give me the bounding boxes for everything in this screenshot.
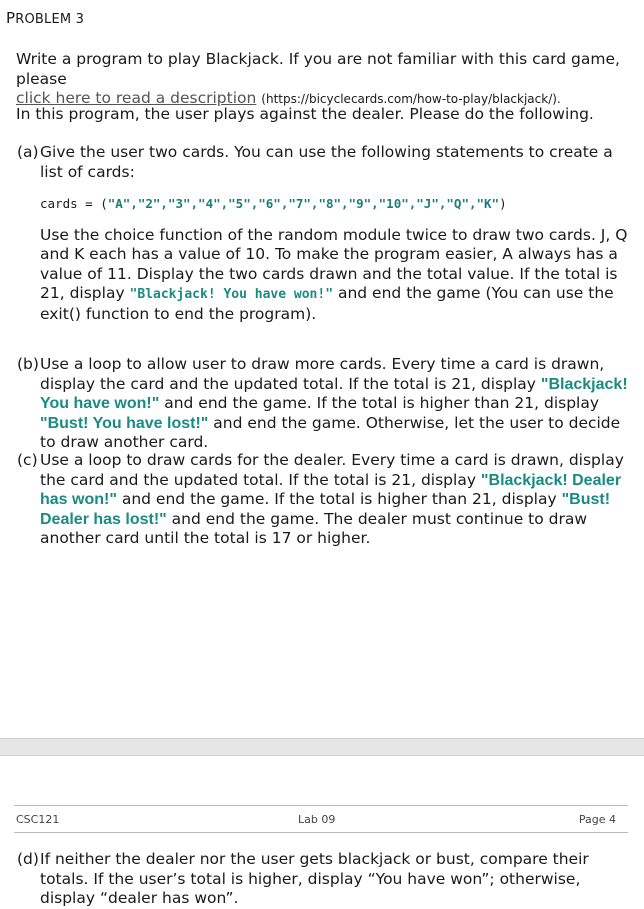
dealer-bust-message: "Bust! Dealer has lost!" <box>40 491 611 528</box>
part-a-text: Give the user two cards. You can use the following statements to create a list of cards: <box>40 143 613 181</box>
footer-page: Page 4 <box>578 813 616 826</box>
description-url: (https://bicyclecards.com/how-to-play/blackjack/). <box>261 92 561 106</box>
footer-course: CSC121 <box>16 813 60 826</box>
part-a-label: (a) <box>17 143 39 161</box>
page-footer <box>14 805 628 833</box>
user-win-message: "Blackjack! You have won!" <box>40 375 628 412</box>
part-c-text: Use a loop to draw cards for the dealer. Every time a card is drawn, display the card and the updated total. If the total is 21, display "Blackjack! Dealer has won!" and end the game. If the total is higher than 21, display "Bust! Dealer has lost!" and end the game. The dealer must continue to draw another card until the total is 17 or higher. <box>40 451 624 547</box>
part-d-label: (d) <box>17 850 39 868</box>
description-link[interactable]: click here to read a description <box>16 89 257 107</box>
part-a-text-2: Use the choice function of the random module twice to draw two cards. J, Q and K each has a value of 10. To make the program easier, A always has a value of 11. Display the two cards drawn and the total value. If the total is 21, display "Blackjack! You have won!" and end the game (You can use the exit() function to end the program). <box>40 225 628 323</box>
footer-lab: Lab 09 <box>298 813 336 826</box>
task-paragraph: In this program, the user plays against the dealer. Please do the following. <box>16 105 594 123</box>
part-d <box>17 850 629 909</box>
part-c <box>17 451 629 549</box>
part-b-text: Use a loop to allow user to draw more cards. Every time a card is drawn, display the card and the updated total. If the total is 21, display "Blackjack! You have won!" and end the game. If the total is higher than 21, display "Bust! You have lost!" and end the game. Otherwise, let the user to decide to draw another card. <box>40 355 628 451</box>
page-break <box>0 738 644 756</box>
intro-text: Write a program to play Blackjack. If you are not familiar with this card game, please <box>16 50 620 88</box>
user-bust-message: "Bust! You have lost!" <box>40 414 209 432</box>
part-b <box>17 355 629 453</box>
problem-heading: PROBLEM 3 <box>6 9 85 27</box>
part-c-label: (c) <box>17 451 38 469</box>
part-b-label: (b) <box>17 355 39 373</box>
intro-paragraph <box>16 50 631 110</box>
cards-code: cards = ("A","2","3","4","5","6","7","8","9","10","J","Q","K") <box>40 196 507 211</box>
win-message: "Blackjack! You have won!" <box>129 287 334 302</box>
part-d-text: If neither the dealer nor the user gets blackjack or bust, compare their totals. If the user’s total is higher, display “You have won”; otherwise, display “dealer has won”. <box>40 850 589 907</box>
dealer-win-message: "Blackjack! Dealer has won!" <box>40 471 622 508</box>
part-a <box>17 143 629 324</box>
